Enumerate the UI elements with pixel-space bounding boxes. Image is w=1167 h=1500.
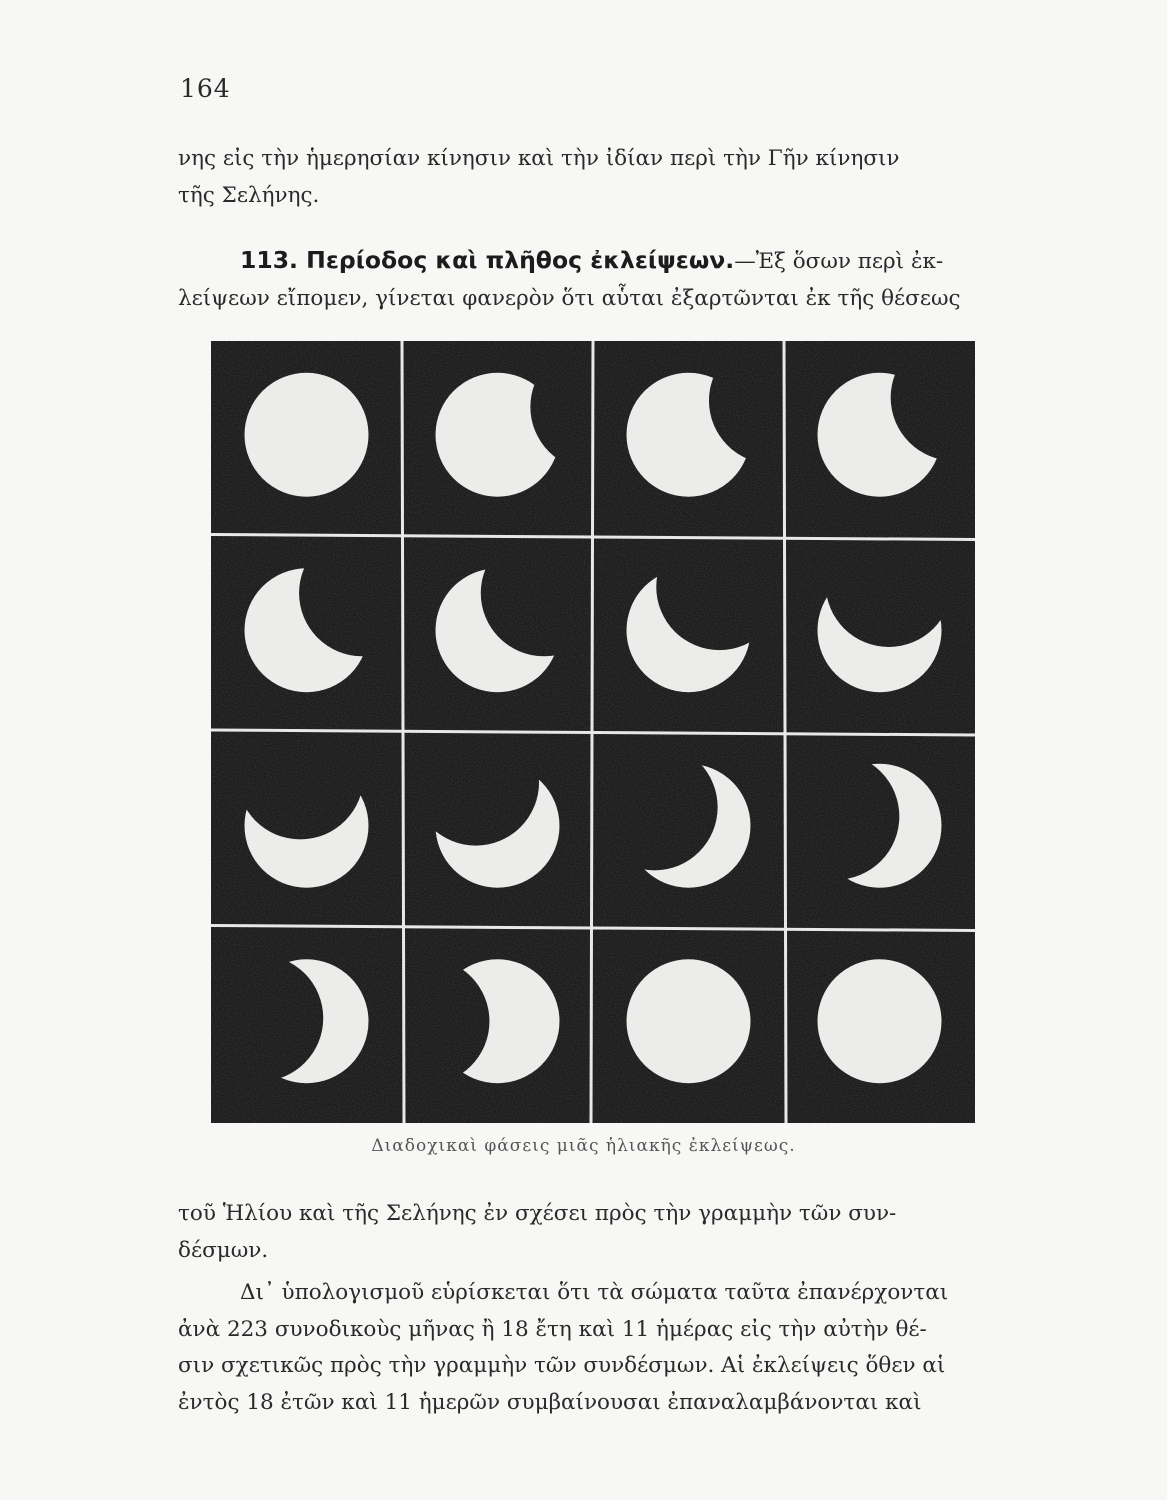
- text-line: τοῦ Ἡλίου καὶ τῆς Σελήνης ἐν σχέσει πρὸς τὴν γραμμὴν τῶν συν-: [178, 1201, 897, 1226]
- top-paragraph: [178, 141, 1033, 214]
- eclipse-phase-16: [818, 959, 942, 1083]
- eclipse-phase-6: [436, 568, 560, 692]
- eclipse-phase-13: [245, 959, 369, 1083]
- section-paragraph: [178, 242, 1033, 317]
- text-line: —Ἐξ ὅσων περὶ ἐκ-: [734, 249, 944, 274]
- text-line: ἀνὰ 223 συνοδικοὺς μῆνας ἢ 18 ἔτη καὶ 11 ἡμέρας εἰς τὴν αὐτὴν θέ-: [178, 1316, 927, 1342]
- eclipse-phase-15: [627, 959, 751, 1083]
- section-heading: 113. Περίοδος καὶ πλῆθος ἐκλείψεων.: [240, 246, 735, 274]
- bottom-paragraphs: [178, 1196, 1033, 1421]
- eclipse-phase-8: [818, 568, 942, 692]
- eclipse-phase-2: [436, 373, 560, 497]
- eclipse-phase-10: [436, 764, 560, 888]
- eclipse-figure: [211, 341, 975, 1123]
- text-line: λείψεων εἴπομεν, γίνεται φανερὸν ὅτι αὗται ἐξαρτῶνται ἐκ τῆς θέσεως: [178, 285, 961, 311]
- eclipse-phase-14: [436, 959, 560, 1083]
- text-line: σιν σχετικῶς πρὸς τὴν γραμμὴν τῶν συνδέσμων. Αἱ ἐκλείψεις ὅθεν αἱ: [178, 1353, 946, 1378]
- eclipse-phases-grid: [211, 341, 975, 1123]
- text-line: Δι᾽ ὑπολογισμοῦ εὑρίσκεται ὅτι τὰ σώματα ταῦτα ἐπανέρχονται: [240, 1280, 949, 1305]
- page-number: 164: [180, 74, 231, 103]
- text-line: δέσμων.: [178, 1237, 269, 1263]
- eclipse-phase-5: [245, 568, 369, 692]
- text-line: νης εἰς τὴν ἡμερησίαν κίνησιν καὶ τὴν ἰδίαν περὶ τὴν Γῆν κίνησιν: [178, 146, 900, 171]
- eclipse-phase-7: [627, 568, 751, 692]
- figure-caption: Διαδοχικαὶ φάσεις μιᾶς ἡλιακῆς ἐκλείψεως.: [371, 1136, 796, 1156]
- eclipse-phase-9: [245, 764, 369, 888]
- text-line: ἐντὸς 18 ἐτῶν καὶ 11 ἡμερῶν συμβαίνουσαι ἐπαναλαμβάνονται καὶ: [178, 1389, 922, 1415]
- eclipse-phase-11: [627, 764, 751, 888]
- eclipse-phase-3: [627, 373, 751, 497]
- eclipse-phase-4: [818, 373, 942, 497]
- eclipse-phase-1: [245, 373, 369, 497]
- text-line: τῆς Σελήνης.: [178, 182, 320, 208]
- eclipse-phase-12: [818, 764, 942, 888]
- grid-line-vertical: [784, 341, 786, 1123]
- section-first-line: [178, 242, 1033, 281]
